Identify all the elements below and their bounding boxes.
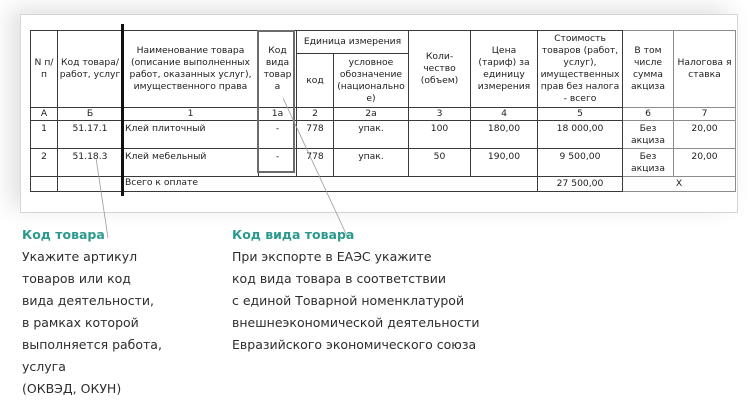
- header-price: Цена (тариф) за единицу измерения: [471, 31, 538, 108]
- annotation-product-code: [22, 224, 222, 400]
- header-unit-group: Единица измерения: [297, 31, 409, 54]
- annotation-kind-code: [232, 224, 532, 356]
- total-cost: 27 500,00: [538, 177, 623, 192]
- annotation-line: услуга: [22, 359, 66, 374]
- index-cell: 2а: [334, 108, 409, 121]
- header-excise: В том числе сумма акциза: [623, 31, 674, 108]
- cell-name: Клей плиточный: [123, 121, 259, 149]
- annotation-line: (ОКВЭД, ОКУН): [22, 381, 122, 396]
- cell-n: 1: [31, 121, 58, 149]
- cell-excise: Без акциза: [623, 121, 674, 149]
- cell-code: 51.17.1: [58, 121, 123, 149]
- annotation-line: код вида товара в соответствии: [232, 271, 447, 286]
- cell-price: 190,00: [471, 149, 538, 177]
- header-n: N п/п: [31, 31, 58, 108]
- annotation-line: внешнеэкономической деятельности: [232, 315, 480, 330]
- index-cell: 1: [123, 108, 259, 121]
- index-cell: Б: [58, 108, 123, 121]
- cell-kind-code: -: [259, 121, 297, 149]
- pointer-line-kind-code: [283, 98, 348, 238]
- annotation-line: выполняется работа,: [22, 337, 162, 352]
- annotation-line: Евразийского экономического союза: [232, 337, 477, 352]
- cell-price: 180,00: [471, 121, 538, 149]
- index-cell: 4: [471, 108, 538, 121]
- header-unit-symbol: условное обозначение (национально е): [334, 54, 409, 108]
- total-mark: Х: [623, 177, 736, 192]
- header-rate: Налогова я ставка: [674, 31, 736, 108]
- cell-kind-code: -: [259, 149, 297, 177]
- index-cell: 7: [674, 108, 736, 121]
- index-cell: 2: [297, 108, 334, 121]
- cell-unit-symbol: упак.: [334, 121, 409, 149]
- annotation-line: При экспорте в ЕАЭС укажите: [232, 249, 432, 264]
- header-unit-code: код: [297, 54, 334, 108]
- annotation-line: вида деятельности,: [22, 293, 155, 308]
- cell-unit-symbol: упак.: [334, 149, 409, 177]
- annotation-line: Укажите артикул: [22, 249, 138, 264]
- index-cell: 6: [623, 108, 674, 121]
- header-name: Наименование товара (описание выполненных работ, оказанных услуг), имущественного права: [123, 31, 259, 108]
- cell-qty: 50: [409, 149, 471, 177]
- annotation-title: Код товара: [22, 227, 105, 242]
- header-cost: Стоимость товаров (работ, услуг), имущественных прав без налога - всего: [538, 31, 623, 108]
- annotation-line: в рамках которой: [22, 315, 139, 330]
- annotation-line: товаров или код: [22, 271, 131, 286]
- index-cell: 3: [409, 108, 471, 121]
- total-label: Всего к оплате: [123, 177, 538, 192]
- header-kind-code: Код вида товар а: [259, 31, 297, 108]
- cell-cost: 18 000,00: [538, 121, 623, 149]
- cell-code: 51.18.3: [58, 149, 123, 177]
- header-code: Код товара/ работ, услуг: [58, 31, 123, 108]
- cell-rate: 20,00: [674, 121, 736, 149]
- annotation-title: Код вида товара: [232, 227, 355, 242]
- cell-qty: 100: [409, 121, 471, 149]
- cell-rate: 20,00: [674, 149, 736, 177]
- cell-unit-code: 778: [297, 149, 334, 177]
- index-cell: 1а: [259, 108, 297, 121]
- index-cell: 5: [538, 108, 623, 121]
- cell-excise: Без акциза: [623, 149, 674, 177]
- index-cell: А: [31, 108, 58, 121]
- header-qty: Коли- чество (объем): [409, 31, 471, 108]
- cell-unit-code: 778: [297, 121, 334, 149]
- cell-name: Клей мебельный: [123, 149, 259, 177]
- annotation-line: с единой Товарной номенклатурой: [232, 293, 465, 308]
- cell-n: 2: [31, 149, 58, 177]
- cell-cost: 9 500,00: [538, 149, 623, 177]
